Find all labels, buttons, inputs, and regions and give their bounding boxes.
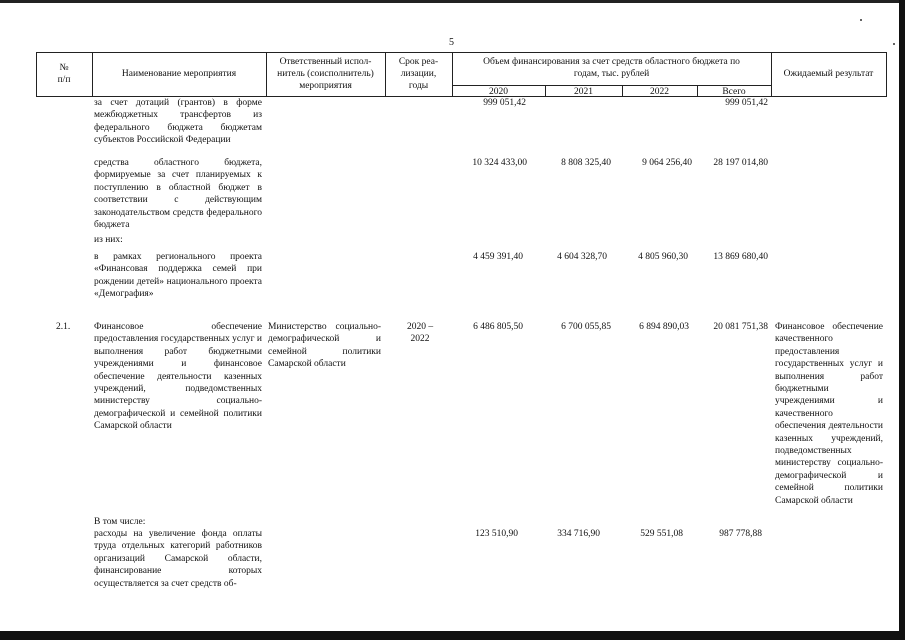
row-period: 2020 – 2022 — [406, 322, 434, 345]
header-num: № п/п — [57, 63, 71, 85]
header-period: Срок реа- лизации, годы — [398, 57, 439, 91]
row-name: Финансовое обеспечение предоставления государственных услуг и выполнения работ бюджетными учреждениями и финансовое обеспечение деятельности казенных учреждений, подведомственных министерству социально-демографической и семейной политики Самарской области — [94, 322, 262, 432]
value-total: 13 869 680,40 — [713, 252, 768, 262]
scan-speck — [860, 19, 862, 21]
value-2020: 6 486 805,50 — [473, 322, 523, 332]
row-name: в рамках регионального проекта «Финансовая поддержка семей при рождении детей» национального проекта «Демография» — [94, 252, 262, 300]
scan-speck — [893, 43, 895, 45]
row-name: за счет дотаций (грантов) в форме межбюджетных трансфертов из федерального бюджета бюджетам субъектов Российской Федерации — [94, 98, 262, 146]
header-year-2021: 2021 — [574, 87, 593, 97]
value-2021: 334 716,90 — [557, 529, 600, 539]
header-year-2022: 2022 — [650, 87, 669, 97]
row-name: В том числе: — [94, 517, 146, 527]
value-total: 987 778,88 — [719, 529, 762, 539]
page-number: 5 — [449, 37, 454, 48]
row-responsible: Министерство социально-демографической и семейной политики Самарской области — [268, 322, 381, 370]
value-2020: 4 459 391,40 — [473, 252, 523, 262]
value-2021: 4 604 328,70 — [557, 252, 607, 262]
header-total: Всего — [722, 87, 746, 97]
header-year-2020: 2020 — [489, 87, 508, 97]
header-responsible: Ответственный испол- нитель (соисполнитель) мероприятия — [277, 57, 374, 91]
value-2022: 6 894 890,03 — [639, 322, 689, 332]
row-result: Финансовое обеспечение качественного предоставления государственных услуг и выполнения работ бюджетными учреждениями и качественного обеспечения деятельности казенных учреждений, подведомственных министерству социально-демографической и семейной политики Самарской области — [775, 322, 883, 506]
value-total: 999 051,42 — [725, 98, 768, 108]
row-name: расходы на увеличение фонда оплаты труда отдельных категорий работников организаций Самарской области, финансирование которых осуществляется за счет средств об- — [94, 529, 262, 589]
value-2021: 6 700 055,85 — [561, 322, 611, 332]
header-name: Наименование мероприятия — [121, 69, 237, 79]
value-2021: 8 808 325,40 — [561, 158, 611, 168]
value-2022: 9 064 256,40 — [642, 158, 692, 168]
header-result: Ожидаемый результат — [783, 69, 874, 79]
value-2022: 4 805 960,30 — [638, 252, 688, 262]
value-2020: 123 510,90 — [475, 529, 518, 539]
scan-border-top — [0, 0, 905, 3]
value-2020: 10 324 433,00 — [472, 158, 527, 168]
scan-border-right — [899, 0, 905, 640]
row-name: из них: — [94, 235, 123, 245]
row-number: 2.1. — [56, 322, 71, 332]
row-name: средства областного бюджета, формируемые за счет планируемых к поступлению в областной бюджет в соответствии с действующим законодательством средств федерального бюджета — [94, 158, 262, 231]
value-total: 28 197 014,80 — [713, 158, 768, 168]
header-funding: Объем финансирования за счет средств областного бюджета по годам, тыс. рублей — [483, 57, 740, 79]
scan-border-bottom — [0, 631, 905, 640]
value-total: 20 081 751,38 — [713, 322, 768, 332]
value-2022: 529 551,08 — [640, 529, 683, 539]
value-2020: 999 051,42 — [483, 98, 526, 108]
